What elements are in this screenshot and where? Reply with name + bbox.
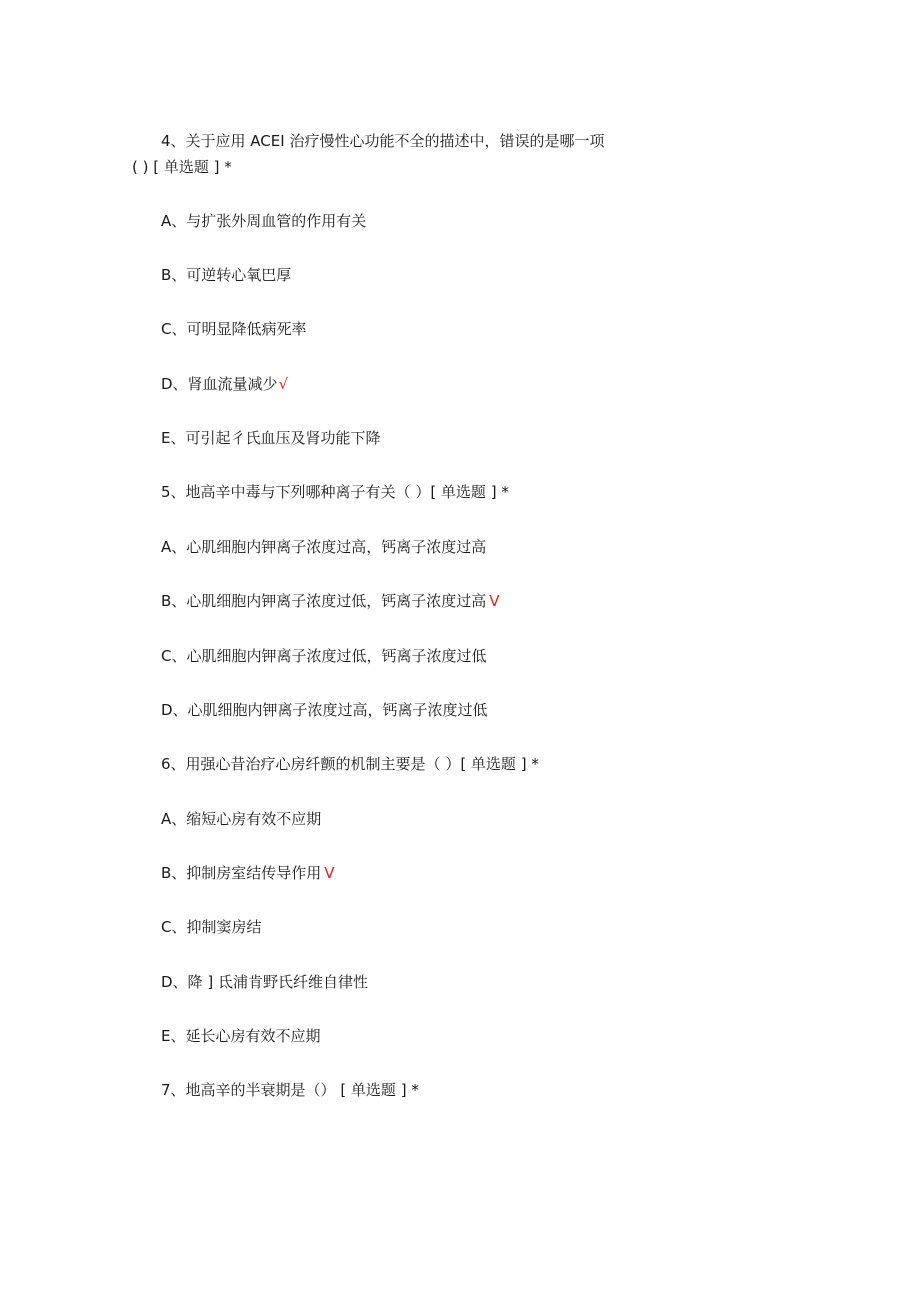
question-5-title: 5、地高辛中毒与下列哪种离子有关（ ）[ 单选题 ] *	[161, 483, 509, 501]
question-4-option-c[interactable]	[161, 319, 306, 339]
question-6-option-c[interactable]	[161, 917, 261, 937]
option-text: D、心肌细胞内钾离子浓度过高，钙离子浓度过低	[161, 701, 488, 719]
correct-answer-mark: √	[278, 375, 289, 393]
question-4-option-b[interactable]	[161, 265, 291, 285]
question-4-option-d[interactable]	[161, 374, 288, 394]
question-5-option-d[interactable]	[161, 700, 488, 720]
option-text: B、心肌细胞内钾离子浓度过低，钙离子浓度过高	[161, 592, 487, 610]
question-6-option-d[interactable]	[161, 972, 368, 992]
question-4-option-a[interactable]	[161, 211, 366, 231]
option-text: C、心肌细胞内钾离子浓度过低，钙离子浓度过低	[161, 647, 487, 665]
option-text: E、延长心房有效不应期	[161, 1027, 321, 1045]
option-text: A、缩短心房有效不应期	[161, 810, 322, 828]
question-4-type: ( ) [ 单选题 ] *	[132, 158, 232, 176]
correct-answer-mark: V	[489, 592, 500, 610]
correct-answer-mark: V	[324, 864, 335, 882]
question-5-option-c[interactable]	[161, 646, 486, 666]
option-text: B、可逆转心氧巴厚	[161, 266, 292, 284]
option-text: D、肾血流量减少	[161, 375, 278, 393]
option-text: C、抑制窦房结	[161, 918, 262, 936]
question-6-option-e[interactable]	[161, 1026, 320, 1046]
question-4-title: 4、关于应用 ACEI 治疗慢性心功能不全的描述中，错误的是哪一项	[161, 132, 605, 150]
option-text: E、可引起彳氏血压及肾功能下降	[161, 429, 381, 447]
question-5-option-a[interactable]	[161, 537, 486, 557]
option-text: D、降 ] 氐浦肯野氏纤维自律性	[161, 973, 368, 991]
question-6-title: 6、用强心昔治疗心房纤颤的机制主要是（ ）[ 单选题 ] *	[161, 755, 539, 773]
question-7-title: 7、地高辛的半衰期是（） [ 单选题 ] *	[161, 1081, 419, 1099]
question-6-option-b[interactable]	[161, 863, 335, 883]
question-6-option-a[interactable]	[161, 809, 321, 829]
option-text: B、抑制房室结传导作用	[161, 864, 322, 882]
option-text: A、与扩张外周血管的作用有关	[161, 212, 367, 230]
option-text: C、可明显降低病死率	[161, 320, 307, 338]
question-4-option-e[interactable]	[161, 428, 380, 448]
question-5-option-b[interactable]	[161, 591, 500, 611]
option-text: A、心肌细胞内钾离子浓度过高，钙离子浓度过高	[161, 538, 487, 556]
